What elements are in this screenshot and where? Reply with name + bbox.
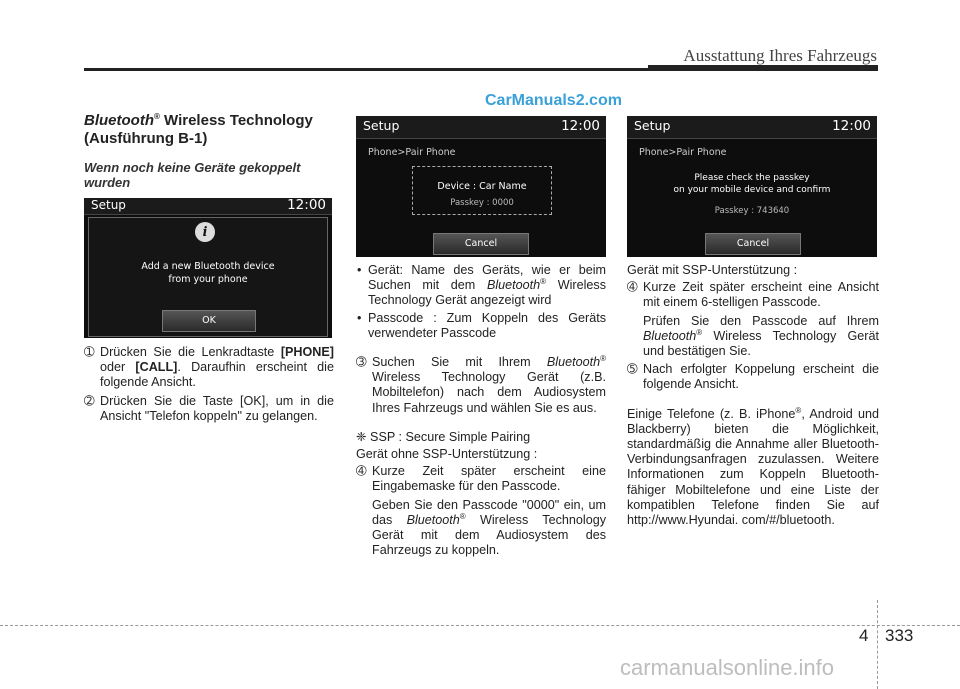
screen-clock: 12:00 (561, 118, 600, 134)
page-number: 333 (885, 626, 914, 645)
call-key: [CALL] (135, 360, 178, 375)
ssp-note: ❈ SSP : Secure Simple Pairing (356, 429, 531, 444)
running-header: Ausstattung Ihres Fahrzeugs (683, 46, 877, 65)
step1-mid: oder (100, 360, 136, 375)
dialog-message (84, 260, 332, 286)
step-number: ➃ (356, 464, 367, 479)
reg-mark: ® (696, 327, 703, 337)
ssp-msg2: on your mobile device and confirm (673, 185, 831, 195)
chapter-number: 4 (859, 626, 869, 645)
brand-text: Bluetooth (643, 328, 697, 343)
screen-add-device (84, 198, 332, 338)
footer-watermark: carmanualsonline.info (620, 655, 835, 680)
step4-text: Kurze Zeit später erscheint eine Ansicht mit einem 6-stelligen Passcode. (643, 280, 879, 310)
step1-text-a: Drücken Sie die Lenkradtaste (100, 345, 281, 359)
reg-mark: ® (540, 277, 547, 287)
screen-title-bar (356, 116, 606, 139)
dialog-msg2: from your phone (168, 274, 248, 285)
reg-mark: ® (153, 112, 160, 121)
screen-title: Setup (634, 118, 671, 133)
footer-divider (877, 600, 878, 689)
b1-text-a: Gerät: Name des Geräts, wie er beim Suchen mit dem (368, 263, 606, 293)
bullet-passcode: • Passcode : Zum Koppeln des Geräts verwendeter Passcode (356, 311, 606, 341)
step-2 (84, 394, 334, 424)
step-number: ➁ (84, 393, 95, 408)
step-number: ➄ (627, 362, 638, 377)
screen-breadcrumb: Phone>Pair Phone (368, 147, 456, 158)
step-number: ➀ (84, 345, 95, 359)
screen-clock: 12:00 (832, 118, 871, 134)
phone-key: [PHONE] (280, 345, 334, 359)
passkey-text: Passkey : 743640 (714, 206, 790, 216)
screen-title: Setup (91, 198, 126, 212)
brand-text: Bluetooth (84, 112, 154, 129)
reg-mark: ® (600, 353, 606, 363)
brand-text: Bluetooth (486, 278, 541, 293)
step4b-text-b: Wireless Technology Gerät und bestätigen Sie. (643, 328, 879, 359)
bullet-device (356, 263, 606, 309)
step1-text-b: . Daraufhin erscheint die folgende Ansicht. (100, 360, 334, 390)
step5-text: Nach erfolgter Koppelung erscheint die folgende Ansicht. (643, 362, 879, 392)
screen-title-bar (627, 116, 877, 139)
subtitle: Wenn noch keine Geräte gekoppelt wurden (84, 160, 301, 190)
passkey-text: Passkey : 0000 (450, 198, 514, 209)
screen-clock: 12:00 (287, 198, 326, 213)
header-rule (84, 68, 878, 71)
device-name: Device : Car Name (437, 181, 527, 192)
step3-text-b: Wireless Technology Gerät (z.B. Mobiltelefon) nach dem Audiosystem Ihres Fahrzeugs und wählen Sie es aus. (372, 370, 606, 415)
step-3 (356, 355, 606, 416)
cancel-button[interactable]: Cancel (433, 233, 529, 255)
ssp-msg1: Please check the passkey (694, 173, 810, 183)
step-4-detail (356, 498, 606, 559)
reg-mark: ® (459, 511, 466, 521)
step-number: ➂ (356, 355, 367, 370)
dialog-msg1: Add a new Bluetooth device (141, 261, 275, 272)
screen-title-bar (84, 198, 332, 215)
step2-text: Drücken Sie die Taste [OK], um in die Ansicht "Telefon koppeln" zu gelangen. (100, 393, 334, 423)
step-4 (627, 280, 879, 310)
step4b-text-b: Wireless Technology Gerät mit dem Audiosystem des Fahrzeugs zu koppeln. (372, 512, 606, 558)
compat-note (627, 407, 879, 529)
watermark: CarManuals2.com (485, 92, 622, 109)
step4b-text-a: Prüfen Sie den Passcode auf Ihrem (643, 313, 879, 328)
screen-breadcrumb: Phone>Pair Phone (639, 147, 727, 158)
column-1 (84, 112, 334, 424)
step-number: ➃ (627, 280, 638, 295)
no-ssp-heading: Gerät ohne SSP-Unterstützung : (356, 447, 538, 462)
screen-title: Setup (363, 118, 400, 133)
brand-text: Bluetooth (406, 512, 460, 527)
screen-passcode (356, 116, 606, 257)
info-icon: i (195, 222, 215, 242)
ok-button[interactable]: OK (162, 310, 256, 332)
b1-text-b: Wireless Technology Gerät angezeigt wird (368, 278, 607, 308)
step4b-text-a: Geben Sie den Passcode "0000" ein, um das (372, 497, 606, 527)
note-text-a: Einige Telefone (z. B. iPhone (627, 406, 796, 421)
screen-ssp-passkey (627, 116, 877, 257)
step4-text: Kurze Zeit später erscheint eine Eingabemaske für den Passcode. (372, 464, 606, 494)
title-line2: (Ausführung B-1) (84, 130, 208, 147)
section-title (84, 112, 334, 148)
step-4 (356, 464, 606, 494)
with-ssp-heading: Gerät mit SSP-Unterstützung : (627, 263, 798, 277)
note-text-b: , Android und Blackberry) bieten die Möglichkeit, standardmäßig die Annahme aller Bluetooth-Verbindungsanfragen zuzulassen. Weitere Informationen zum Koppeln Bluetooth-fähiger Mobiltelefone und eine Liste der kompatiblen Telefone finden Sie auf http://www.Hyundai. com/#/bluetooth. (627, 406, 879, 528)
reg-mark: ® (795, 405, 802, 415)
brand-text: Bluetooth (546, 355, 601, 370)
step3-text-a: Suchen Sie mit Ihrem (372, 355, 547, 370)
column-2 (356, 116, 606, 558)
column-3 (627, 116, 879, 528)
device-box (412, 166, 552, 215)
footer-rule (0, 625, 960, 626)
cancel-button[interactable]: Cancel (705, 233, 801, 255)
ssp-message (627, 172, 877, 217)
title-rest: Wireless Technology (159, 112, 313, 129)
step-4-detail (627, 314, 879, 360)
step-1 (84, 345, 334, 391)
step-5 (627, 362, 879, 392)
